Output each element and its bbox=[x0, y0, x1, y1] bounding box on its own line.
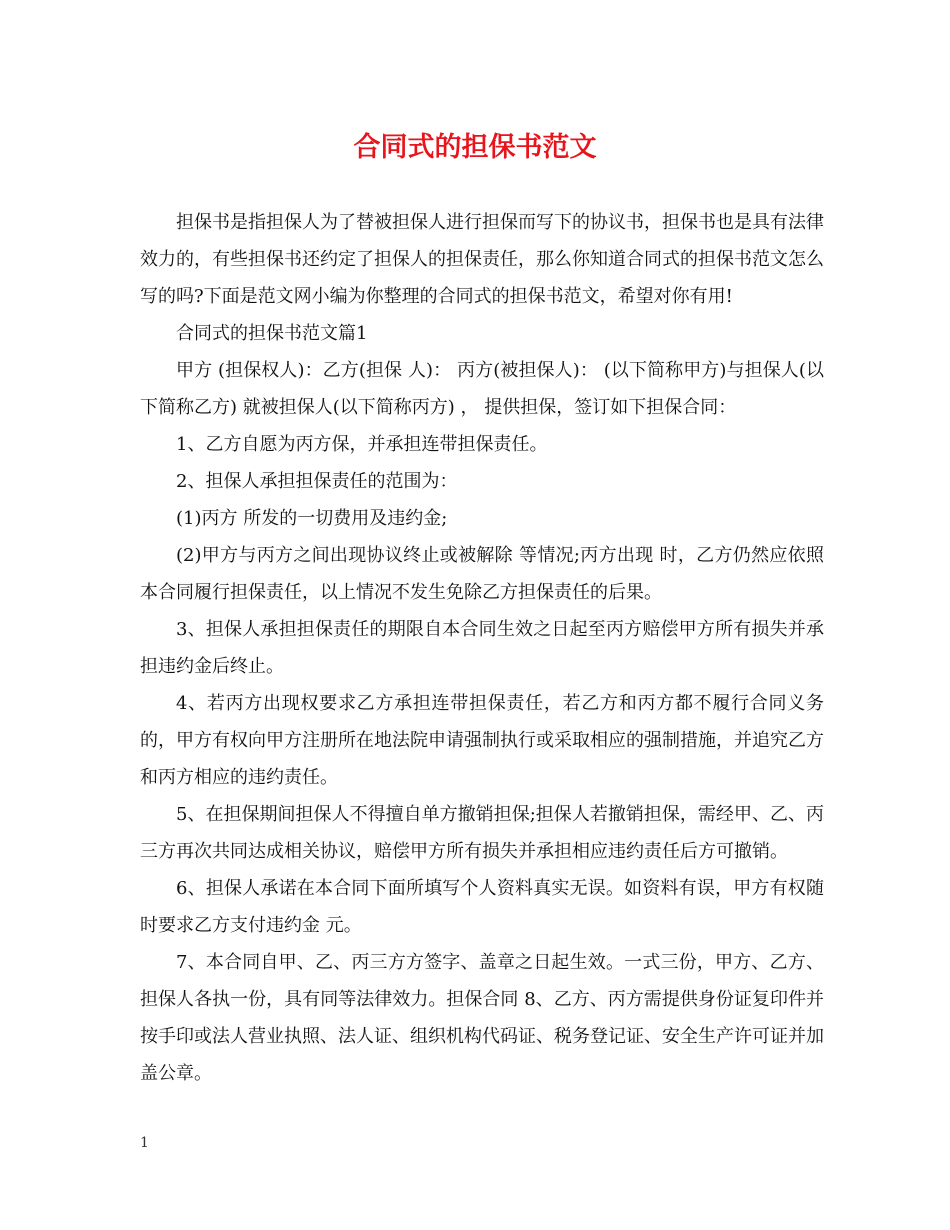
paragraph: 甲方 (担保权人)：乙方(担保 人)： 丙方(被担保人)： (以下简称甲方)与担保人(以下简称乙方) 就被担保人(以下简称丙方) ， 提供担保，签订如下担保合同： bbox=[140, 360, 824, 418]
paragraph: 1、乙方自愿为丙方保，并承担连带担保责任。 bbox=[176, 434, 548, 455]
paragraph: (1)丙方 所发的一切费用及违约金; bbox=[176, 508, 448, 529]
paragraph: (2)甲方与丙方之间出现协议终止或被解除 等情况;丙方出现 时，乙方仍然应依照本合同履行担保责任，以上情况不发生免除乙方担保责任的后果。 bbox=[140, 545, 824, 603]
paragraph: 2、担保人承担担保责任的范围为： bbox=[176, 471, 458, 492]
paragraph: 5、在担保期间担保人不得擅自单方撤销担保;担保人若撤销担保，需经甲、乙、丙三方再次共同达成相关协议，赔偿甲方所有损失并承担相应违约责任后方可撤销。 bbox=[140, 804, 824, 862]
paragraph: 6、担保人承诺在本合同下面所填写个人资料真实无误。如资料有误，甲方有权随时要求乙方支付违约金 元。 bbox=[140, 878, 824, 936]
document-title: 合同式的担保书范文 bbox=[353, 132, 597, 163]
paragraph: 4、若丙方出现权要求乙方承担连带担保责任，若乙方和丙方都不履行合同义务的，甲方有权向甲方注册所在地法院申请强制执行或采取相应的强制措施，并追究乙方和丙方相应的违约责任。 bbox=[140, 693, 824, 788]
paragraph: 3、担保人承担担保责任的期限自本合同生效之日起至丙方赔偿甲方所有损失并承担违约金后终止。 bbox=[140, 619, 824, 677]
document-body bbox=[140, 204, 824, 1092]
paragraph: 担保书是指担保人为了替被担保人进行担保而写下的协议书，担保书也是具有法律效力的，有些担保书还约定了担保人的担保责任，那么你知道合同式的担保书范文怎么写的吗?下面是范文网小编为你整理的合同式的担保书范文，希望对你有用! bbox=[140, 212, 824, 307]
paragraph: 合同式的担保书范文篇1 bbox=[176, 323, 368, 344]
paragraph: 7、本合同自甲、乙、丙三方方签字、盖章之日起生效。一式三份，甲方、乙方、担保人各执一份，具有同等法律效力。担保合同 8、乙方、丙方需提供身份证复印件并按手印或法人营业执照、法人证、组织机构代码证、税务登记证、安全生产许可证并加盖公章。 bbox=[140, 952, 824, 1084]
page-number: 1 bbox=[140, 1135, 149, 1151]
